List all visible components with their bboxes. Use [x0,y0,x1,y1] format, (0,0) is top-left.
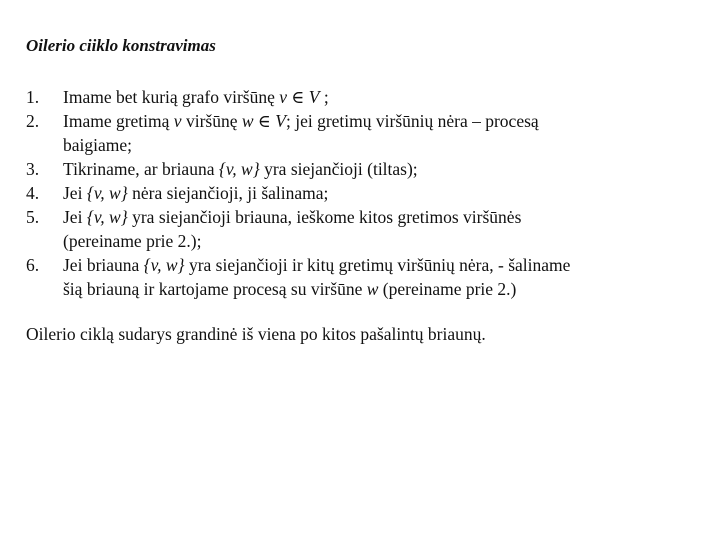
step-number: 3. [26,159,40,179]
step-number: 2. [26,111,40,131]
step-text: Tikriname, ar briauna {v, w} yra siejančioji (tiltas); [63,159,418,179]
step-text: Jei briauna {v, w} yra siejančioji ir kitų gretimų viršūnių nėra, - šaliname [63,255,571,275]
step-text: Imame bet kurią grafo viršūnę v ∈ V ; [63,87,329,107]
document-page: Oilerio ciiklo konstravimas 1. Imame bet kurią grafo viršūnę v ∈ V ; 2. Imame gretimą v viršūnę w ∈ V; jei gretimų viršūnių nėra – procesą baigiame; 3. Tikriname, ar briauna {v, w} yra siejančioji (tiltas); 4. Jei {v, w} nėra siejančioji, ji šalinama; 5. Jei {v, w} yra siejančioji briauna, ieškome kitos gretimos viršūnės (pereiname prie 2.); 6. Jei briauna {v, w} yra siejančioji ir kitų gretimų viršūnių nėra, - šaliname šią briauną ir kartojame procesą su viršūne w (pereiname prie 2.) Oilerio ciklą sudarys grandinė iš viena po kitos pašalintų briaunų. [26,36,571,344]
step-number: 4. [26,183,40,203]
step-text: Imame gretimą v viršūnę w ∈ V; jei gretimų viršūnių nėra – procesą [63,111,539,131]
document-title: Oilerio ciiklo konstravimas [26,36,216,55]
step-number: 6. [26,255,40,275]
step-number: 5. [26,207,40,227]
conclusion-text: Oilerio ciklą sudarys grandinė iš viena po kitos pašalintų briaunų. [26,324,486,344]
step-text: Jei {v, w} yra siejančioji briauna, ieškome kitos gretimos viršūnės [63,207,522,227]
step-number: 1. [26,87,40,107]
step-text: Jei {v, w} nėra siejančioji, ji šalinama; [63,183,329,203]
